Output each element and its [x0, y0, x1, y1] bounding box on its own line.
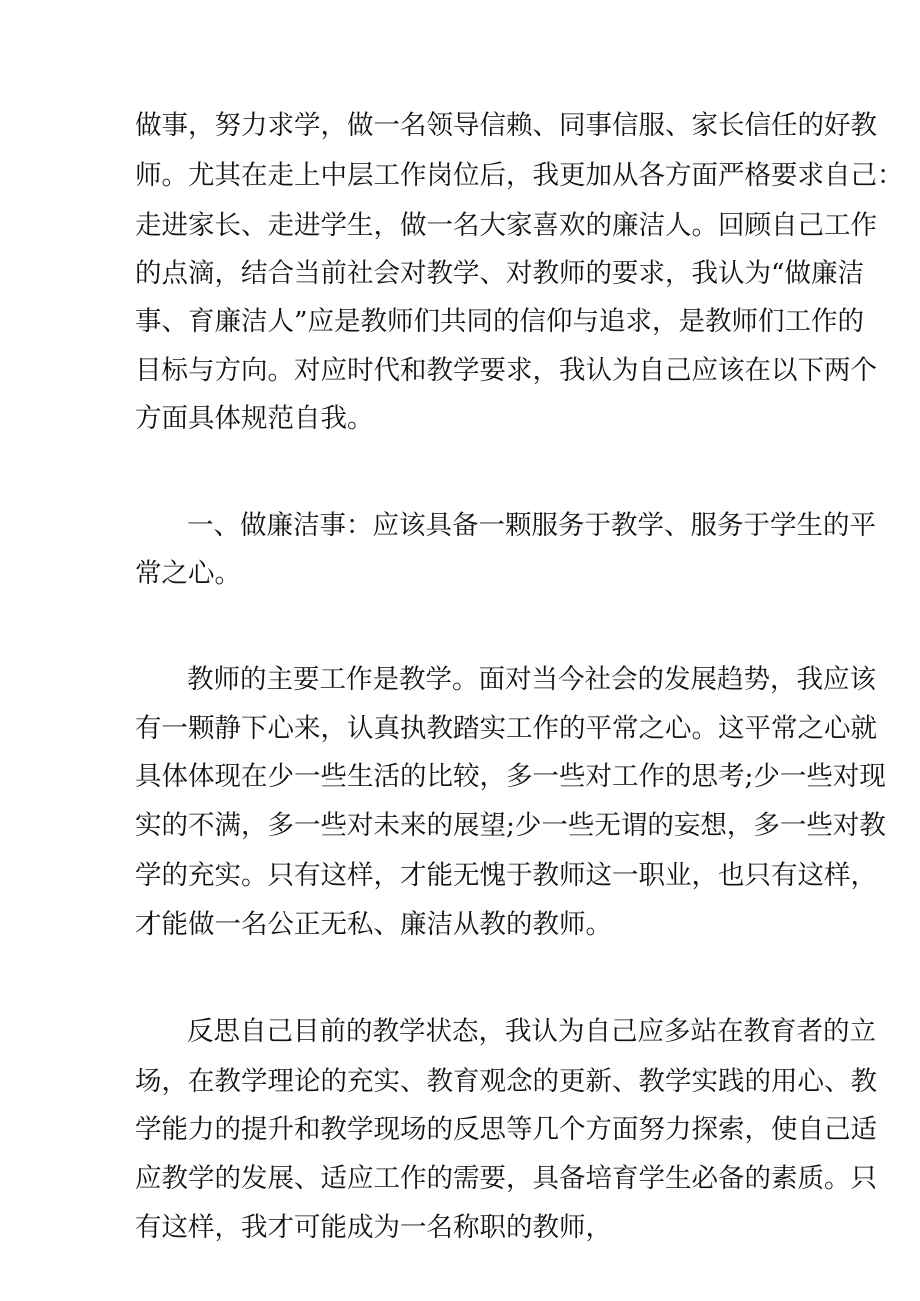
paragraph-4-line-2: 场，在教学理论的充实、教育观念的更新、教学实践的用心、教: [135, 1066, 877, 1097]
paragraph-3-line-2: 有一颗静下心来，认真执教踏实工作的平常之心。这平常之心就: [135, 713, 877, 744]
paragraph-1-line-1: 做事，努力求学，做一名领导信赖、同事信服、家长信任的好教: [135, 110, 877, 141]
paragraph-3-line-5: 学的充实。只有这样，才能无愧于教师这一职业，也只有这样，: [135, 860, 877, 891]
paragraph-1-line-5: 事、育廉洁人”应是教师们共同的信仰与追求，是教师们工作的: [135, 306, 865, 337]
paragraph-1-line-6: 目标与方向。对应时代和教学要求，我认为自己应该在以下两个: [135, 355, 877, 386]
paragraph-3-line-3: 具体体现在少一些生活的比较，多一些对工作的思考;少一些对现: [135, 761, 886, 792]
paragraph-4-line-1: 反思自己目前的教学状态，我认为自己应多站在教育者的立: [187, 1016, 876, 1047]
paragraph-3-line-4: 实的不满，多一些对未来的展望;少一些无谓的妄想，多一些对教: [135, 810, 886, 841]
paragraph-4-line-4: 应教学的发展、适应工作的需要，具备培育学生必备的素质。只: [135, 1163, 877, 1194]
paragraph-3-line-6: 才能做一名公正无私、廉洁从教的教师。: [135, 909, 612, 940]
paragraph-4-line-3: 学能力的提升和教学现场的反思等几个方面努力探索，使自己适: [135, 1114, 877, 1145]
section-heading-line-2: 常之心。: [135, 558, 241, 589]
paragraph-1-line-3: 走进家长、走进学生，做一名大家喜欢的廉洁人。回顾自己工作: [135, 210, 877, 241]
paragraph-1-line-4: 的点滴，结合当前社会对教学、对教师的要求，我认为“做廉洁: [135, 258, 865, 289]
paragraph-1-line-7: 方面具体规范自我。: [135, 403, 374, 434]
paragraph-1-line-2: 师。尤其在走上中层工作岗位后，我更加从各方面严格要求自己：: [135, 160, 904, 191]
paragraph-3-line-1: 教师的主要工作是教学。面对当今社会的发展趋势，我应该: [187, 664, 876, 695]
paragraph-4-line-5: 有这样，我才可能成为一名称职的教师，: [135, 1212, 612, 1243]
section-heading-line-1: 一、做廉洁事：应该具备一颗服务于教学、服务于学生的平: [187, 510, 876, 541]
